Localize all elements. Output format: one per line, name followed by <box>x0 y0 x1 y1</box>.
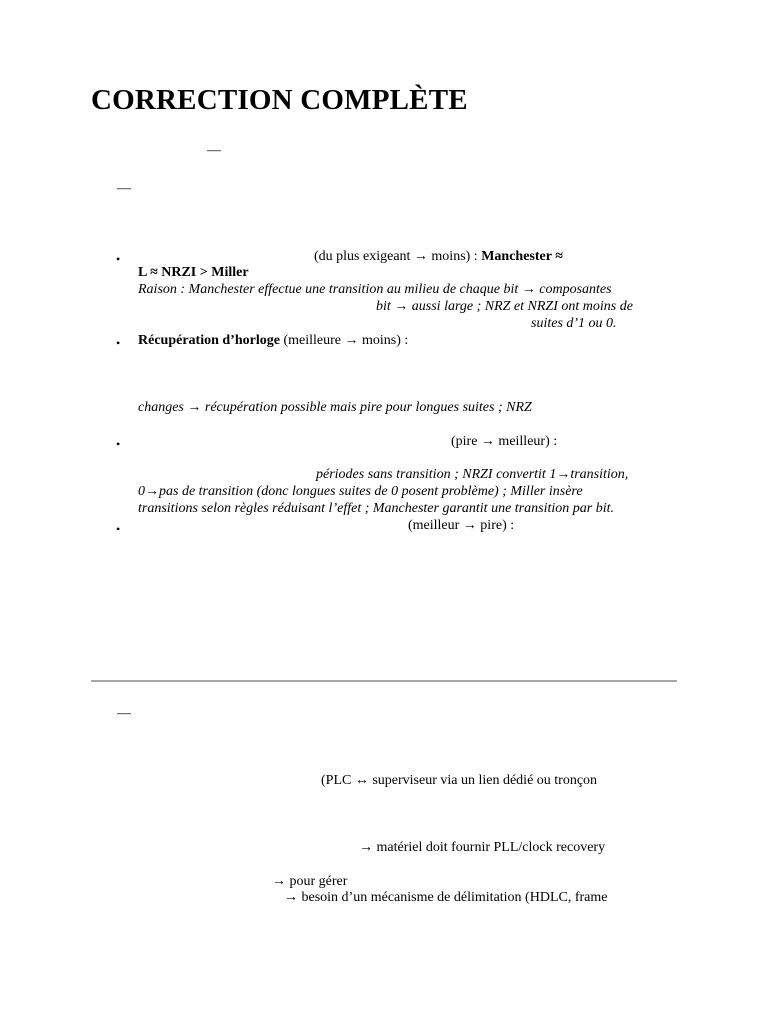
bullet1-bold: Manchester ≈ <box>481 249 563 264</box>
bullet3-note: 0→pas de transition (donc longues suites de 0 posent problème) ; Miller insère <box>138 484 583 499</box>
bullet: • <box>116 522 121 536</box>
page-title: CORRECTION COMPLÈTE <box>91 84 468 116</box>
reason-text: suites d’1 ou 0. <box>531 316 617 331</box>
bullet3-note: périodes sans transition ; NRZI convertit 1→transition, <box>316 467 629 482</box>
bullet3-note: transitions selon règles réduisant l’effet ; Manchester garantit une transition par bit. <box>138 501 614 516</box>
bullet: • <box>116 336 121 350</box>
bullet: • <box>116 437 121 451</box>
dash-marker: — <box>117 706 131 721</box>
bullet2-text: (meilleure → moins) : <box>279 333 409 348</box>
section2-text: → besoin d’un mécanisme de délimitation (HDLC, frame <box>284 890 608 905</box>
section2-text: (PLC ↔ superviseur via un lien dédié ou tronçon <box>321 773 598 788</box>
section2-text: → pour gérer <box>272 874 348 889</box>
dash-marker: — <box>117 181 131 196</box>
bullet3-text: (pire → meilleur) : <box>451 434 558 449</box>
section2-text: → matériel doit fournir PLL/clock recovery <box>359 840 606 855</box>
list-item-text <box>138 333 408 349</box>
reason-text: bit → aussi large ; NRZ et NRZI ont moins de <box>376 299 633 314</box>
reason-text: Raison : Manchester effectue une transition au milieu de chaque bit → composantes <box>138 282 612 297</box>
note-text: changes → récupération possible mais pire pour longues suites ; NRZ <box>138 400 532 415</box>
bullet1-text: (du plus exigeant → moins) : <box>314 249 482 264</box>
bullet2-bold: Récupération d’horloge <box>138 333 280 348</box>
bullet1-ranking: L ≈ NRZI > Miller <box>138 265 249 280</box>
horizontal-rule <box>91 680 677 682</box>
bullet: • <box>116 252 121 266</box>
list-item-text <box>314 249 563 265</box>
bullet4-text: (meilleur → pire) : <box>408 518 515 533</box>
dash-marker: — <box>207 143 221 158</box>
